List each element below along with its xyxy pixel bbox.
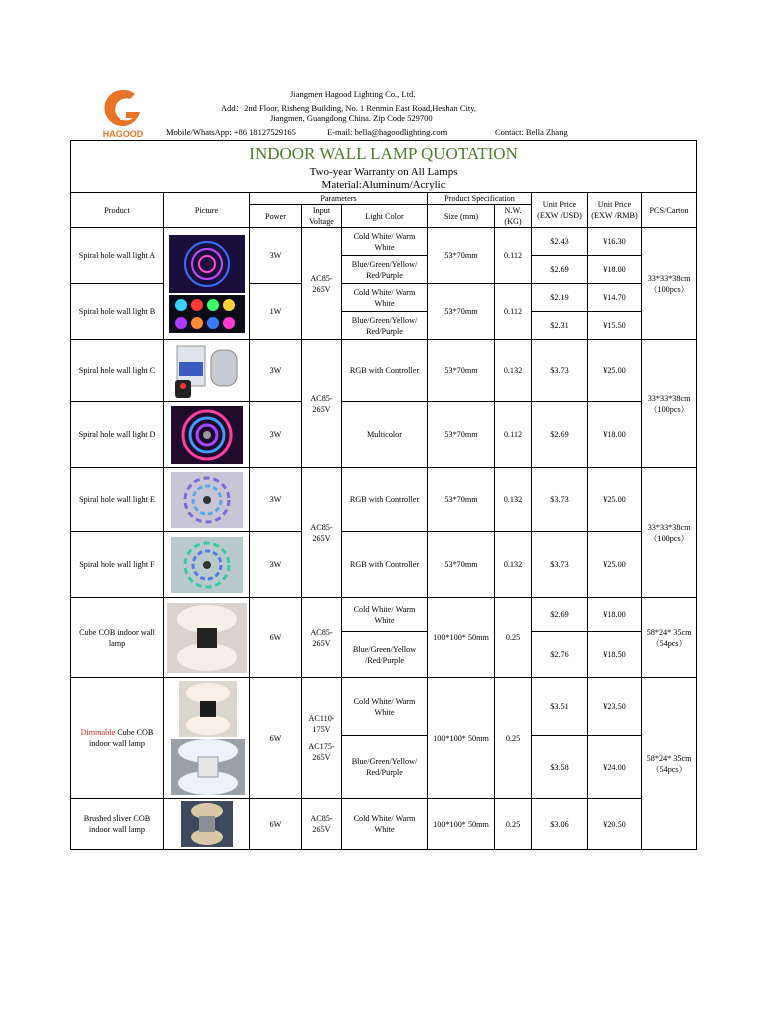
power: 3W (250, 402, 302, 468)
brushed-cube-image (181, 801, 233, 847)
header-price-usd: Unit Price (EXW /USD) (532, 193, 588, 228)
product-name: Spiral hole wall light A (71, 228, 164, 284)
power: 1W (250, 284, 302, 340)
input-voltage (302, 678, 342, 799)
light-color: Cold White/ Warm White (342, 799, 428, 850)
price-rmb: ¥15.50 (588, 312, 642, 340)
price-rmb: ¥20.50 (588, 799, 642, 850)
light-color: Blue/Green/Yellow /Red/Purple (342, 632, 428, 678)
light-color: Blue/Green/Yellow/ Red/Purple (342, 736, 428, 799)
product-name: Spiral hole wall light F (71, 532, 164, 598)
spiral-d-image (169, 404, 245, 466)
product-name: Spiral hole wall light B (71, 284, 164, 340)
light-color: Cold White/ Warm White (342, 228, 428, 256)
header-power: Power (250, 205, 302, 228)
light-color: Cold White/ Warm White (342, 284, 428, 312)
net-weight: 0.132 (495, 532, 532, 598)
power: 3W (250, 532, 302, 598)
header-pcs-carton: PCS/Carton (642, 193, 697, 228)
voltage-range-2: AC175-265V (308, 742, 335, 762)
size: 53*70mm (428, 532, 495, 598)
price-usd: $2.69 (532, 598, 588, 632)
price-rmb: ¥18.50 (588, 632, 642, 678)
light-color: Blue/Green/Yellow/ Red/Purple (342, 256, 428, 284)
power: 6W (250, 678, 302, 799)
light-color: RGB with Controller (342, 340, 428, 402)
product-picture (164, 598, 250, 678)
header-light-color: Light Color (342, 205, 428, 228)
price-rmb: ¥25.00 (588, 340, 642, 402)
light-color: Cold White/ Warm White (342, 598, 428, 632)
power: 3W (250, 468, 302, 532)
price-usd: $3.73 (532, 532, 588, 598)
light-color: Blue/Green/Yellow/ Red/Purple (342, 312, 428, 340)
mobile-number: Mobile/WhatsApp: +86 18127529165 (166, 127, 296, 137)
input-voltage: AC85-265V (302, 598, 342, 678)
warranty-note: Two-year Warranty on All Lamps (71, 166, 697, 179)
product-name: Spiral hole wall light C (71, 340, 164, 402)
address-line-2: Jiangmen, Guangdong China. Zip Code 529700 (270, 113, 433, 123)
price-usd: $2.43 (532, 228, 588, 256)
logo-wordmark: HAGOOD (102, 129, 144, 139)
spiral-f-image (169, 535, 245, 595)
document-title: INDOOR WALL LAMP QUOTATION (71, 141, 697, 166)
net-weight: 0.132 (495, 340, 532, 402)
price-usd: $3.73 (532, 340, 588, 402)
net-weight: 0.112 (495, 402, 532, 468)
product-picture (164, 468, 250, 532)
net-weight: 0.112 (495, 284, 532, 340)
hagood-logo (96, 86, 150, 140)
price-usd: $3.58 (532, 736, 588, 799)
price-rmb: ¥23.50 (588, 678, 642, 736)
input-voltage: AC85-265V (302, 799, 342, 850)
product-name: Brushed sliver COB indoor wall lamp (71, 799, 164, 850)
size: 100*100* 50mm (428, 799, 495, 850)
input-voltage: AC85-265V (302, 340, 342, 468)
size: 53*70mm (428, 284, 495, 340)
header-product-spec: Product Specification (428, 193, 532, 205)
size: 53*70mm (428, 340, 495, 402)
price-rmb: ¥18.00 (588, 598, 642, 632)
pcs-carton: 58*24* 35cm （54pcs） (642, 678, 697, 850)
company-name: Jiangmen Hagood Lighting Co., Ltd. (290, 89, 416, 99)
price-usd: $2.69 (532, 256, 588, 284)
net-weight: 0.25 (495, 678, 532, 799)
net-weight: 0.25 (495, 598, 532, 678)
header-input-voltage: Input Voltage (302, 205, 342, 228)
spiral-ab-image (167, 231, 247, 337)
price-usd: $3.51 (532, 678, 588, 736)
size: 100*100* 50mm (428, 678, 495, 799)
header-picture: Picture (164, 193, 250, 228)
price-usd: $3.06 (532, 799, 588, 850)
price-usd: $2.31 (532, 312, 588, 340)
price-rmb: ¥16.30 (588, 228, 642, 256)
price-usd: $3.73 (532, 468, 588, 532)
pcs-carton: 33*33*38cm （100pcs） (642, 228, 697, 340)
header-price-rmb: Unit Price (EXW /RMB) (588, 193, 642, 228)
price-rmb: ¥14.70 (588, 284, 642, 312)
power: 6W (250, 598, 302, 678)
header-product: Product (71, 193, 164, 228)
header-nw: N.W.(KG) (495, 205, 532, 228)
quotation-table (70, 140, 697, 850)
price-rmb: ¥25.00 (588, 468, 642, 532)
dimmable-label: Dimmable (80, 728, 116, 737)
price-usd: $2.69 (532, 402, 588, 468)
light-color: Multicolor (342, 402, 428, 468)
cube-cob-image (167, 601, 247, 675)
header-size: Size (mm) (428, 205, 495, 228)
price-usd: $2.76 (532, 632, 588, 678)
spiral-e-image (169, 470, 245, 530)
price-rmb: ¥25.00 (588, 532, 642, 598)
net-weight: 0.132 (495, 468, 532, 532)
pcs-carton: 33*33*38cm （100pcs） (642, 468, 697, 598)
light-color: RGB with Controller (342, 468, 428, 532)
product-name: Spiral hole wall light E (71, 468, 164, 532)
product-name (71, 678, 164, 799)
email-address: E-mail: bella@hagoodlighting.com (327, 127, 448, 137)
dimmable-cube-image (167, 679, 247, 797)
power: 3W (250, 340, 302, 402)
light-color: RGB with Controller (342, 532, 428, 598)
product-picture (164, 532, 250, 598)
header-parameters: Parameters (250, 193, 428, 205)
contact-person: Contact: Bella Zhang (495, 127, 568, 137)
price-rmb: ¥24.00 (588, 736, 642, 799)
input-voltage: AC85-265V (302, 468, 342, 598)
net-weight: 0.25 (495, 799, 532, 850)
letterhead (0, 0, 768, 140)
address-line-1: Add：2nd Floor, Risheng Building, No. 1 Renmin East Road,Heshan City, (221, 103, 477, 113)
price-usd: $2.19 (532, 284, 588, 312)
spiral-c-image (171, 342, 243, 400)
light-color: Cold White/ Warm White (342, 678, 428, 736)
pcs-carton: 58*24* 35cm （54pcs） (642, 598, 697, 678)
product-picture (164, 402, 250, 468)
price-rmb: ¥18.00 (588, 256, 642, 284)
product-name: Cube COB indoor wall lamp (71, 598, 164, 678)
product-picture (164, 340, 250, 402)
power: 3W (250, 228, 302, 284)
material-note: Material:Aluminum/Acrylic (71, 179, 697, 193)
pcs-carton: 33*33*38cm （100pcs） (642, 340, 697, 468)
size: 53*70mm (428, 468, 495, 532)
size: 100*100* 50mm (428, 598, 495, 678)
product-picture (164, 799, 250, 850)
product-name: Spiral hole wall light D (71, 402, 164, 468)
voltage-range-1: AC110-175V (308, 714, 335, 734)
input-voltage: AC85-265V (302, 228, 342, 340)
price-rmb: ¥18.00 (588, 402, 642, 468)
product-picture (164, 678, 250, 799)
size: 53*70mm (428, 228, 495, 284)
power: 6W (250, 799, 302, 850)
net-weight: 0.112 (495, 228, 532, 284)
product-picture (164, 228, 250, 340)
product-name-rest: Cube COB indoor wall lamp (89, 728, 154, 748)
size: 53*70mm (428, 402, 495, 468)
